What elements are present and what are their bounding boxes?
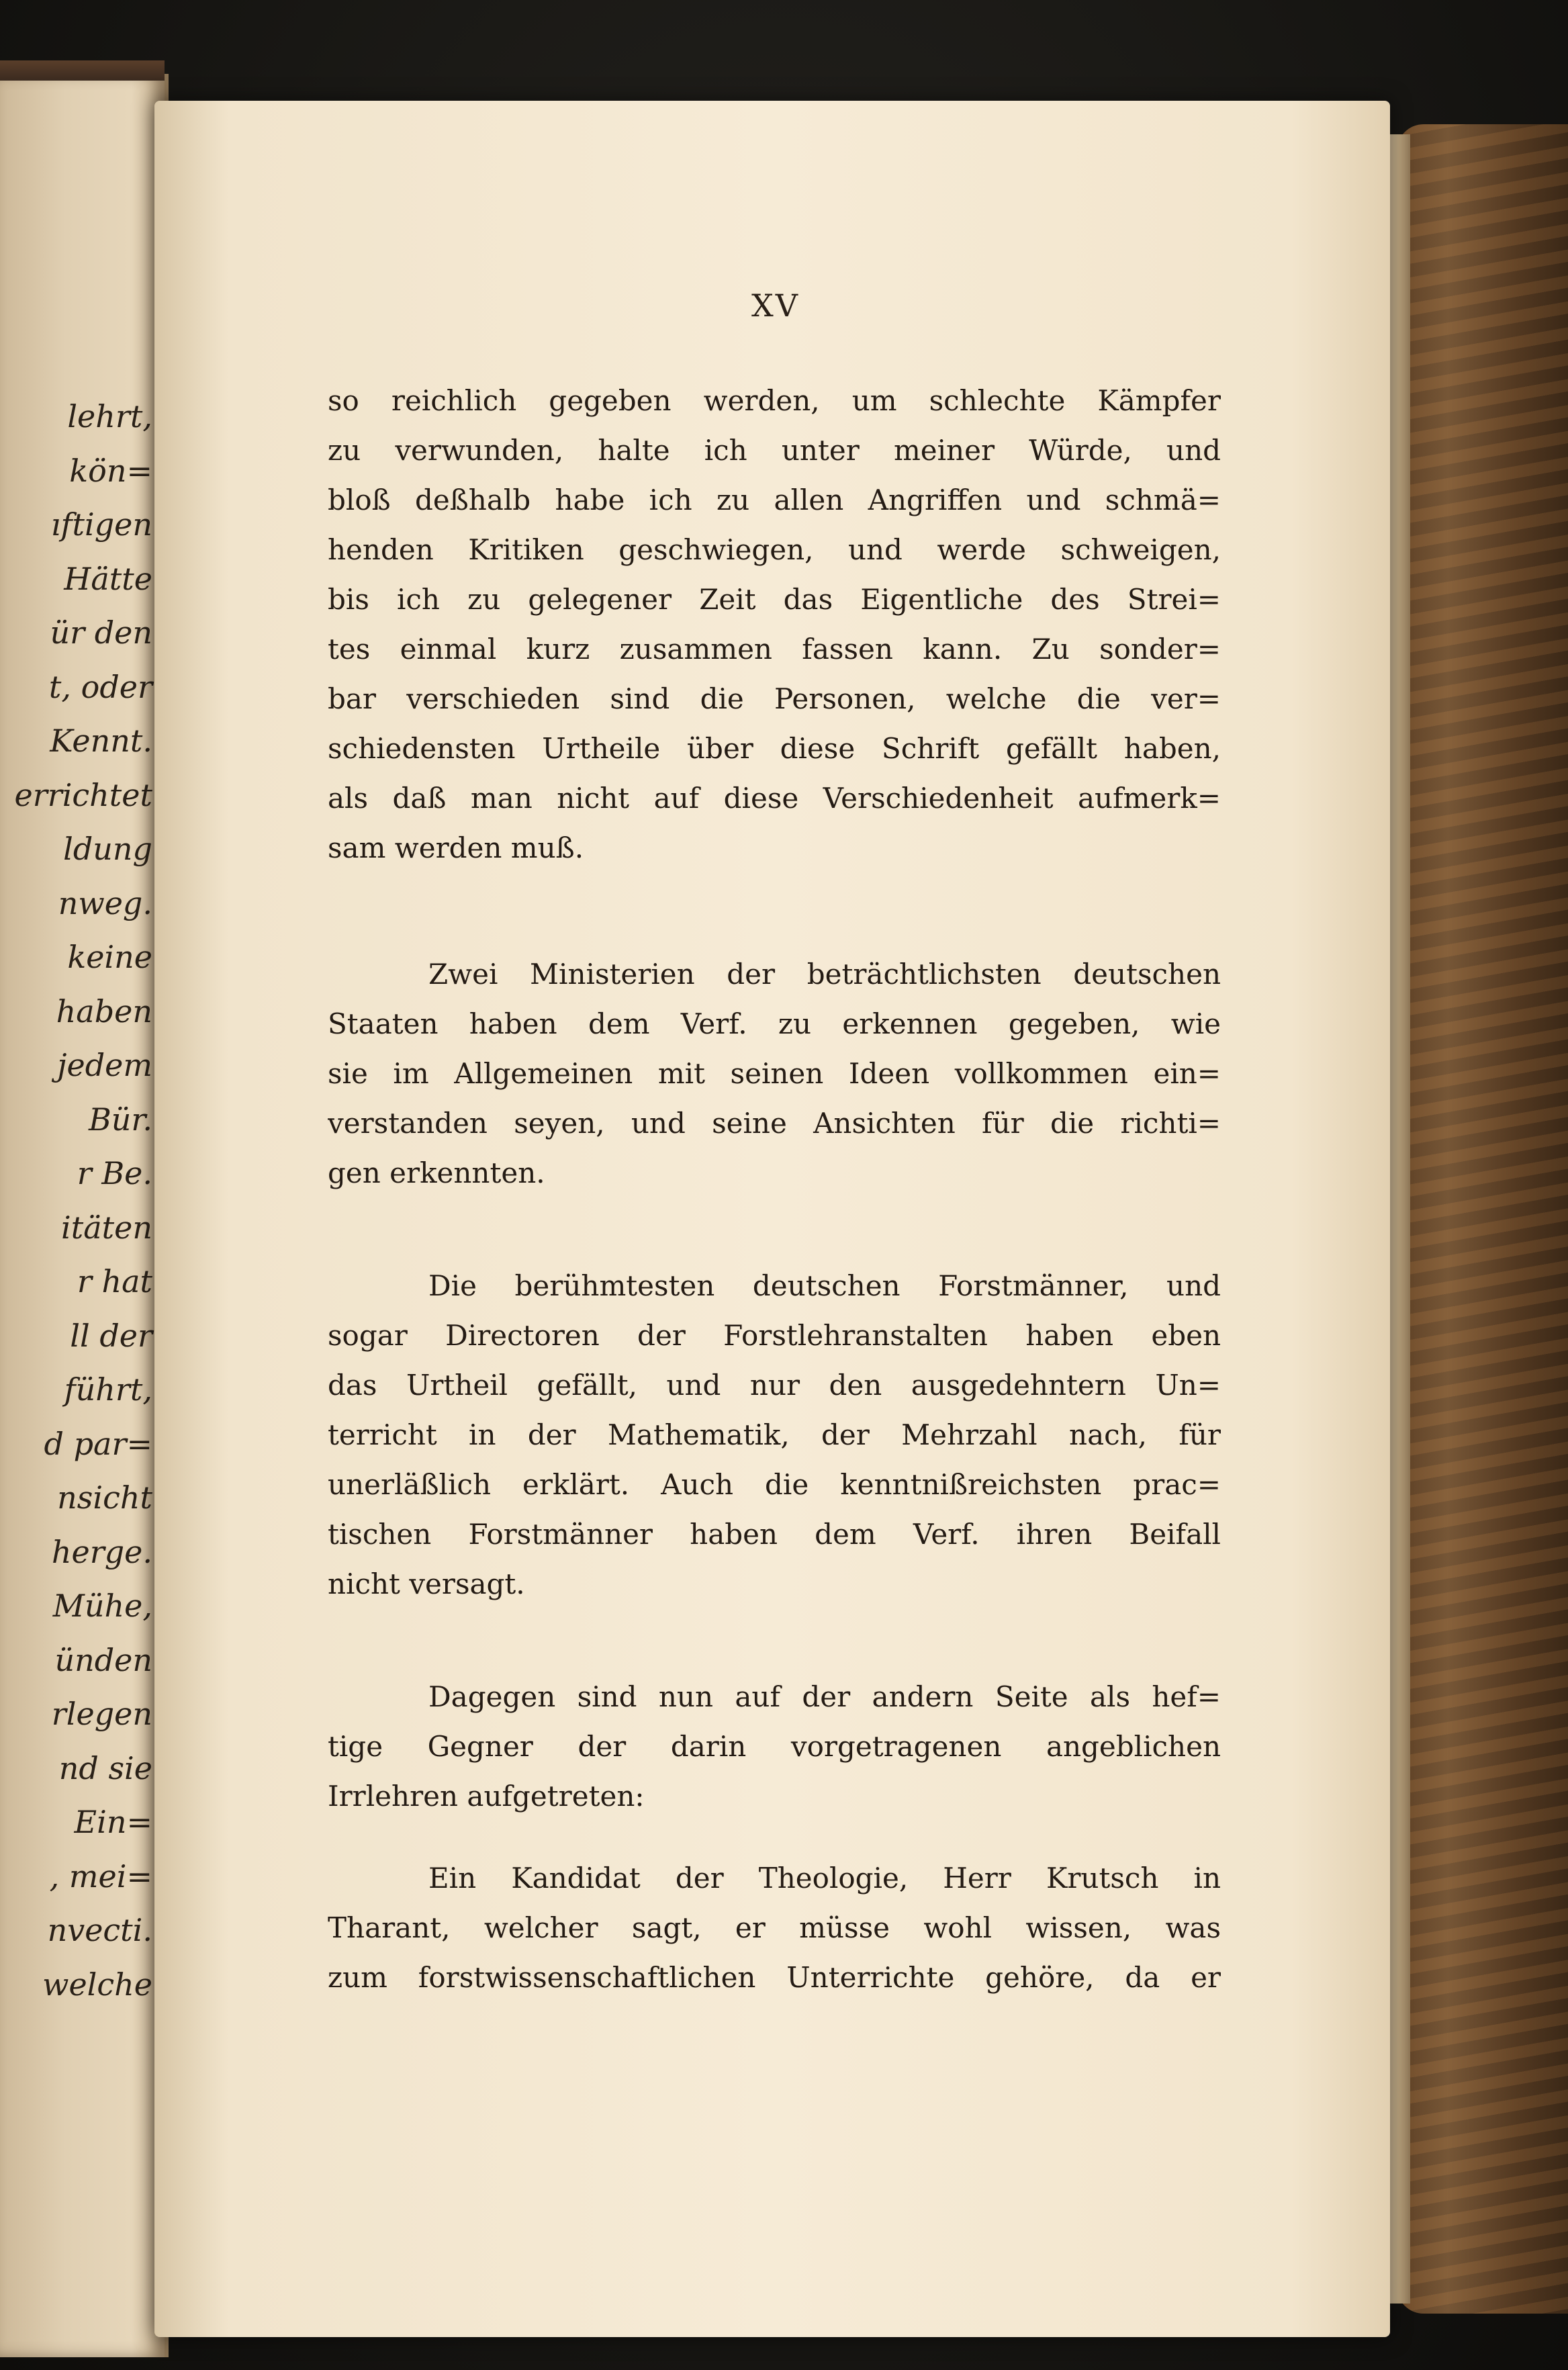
left-fragment: ür den (50, 614, 152, 651)
left-fragment: errichtet (14, 776, 152, 813)
text-line: bar verschieden sind die Personen, welche die ver= (328, 682, 1221, 715)
left-fragment: Kennt. (50, 723, 152, 759)
text-line: Irrlehren aufgetreten: (328, 1780, 645, 1813)
left-fragment: führt, (64, 1371, 152, 1408)
left-fragment: r hat (77, 1263, 152, 1300)
left-page-fragments (5, 390, 152, 2011)
text-line: gen erkennten. (328, 1156, 545, 1189)
left-fragment: , mei= (49, 1858, 152, 1895)
text-line: bis ich zu gelegener Zeit das Eigentliche des Strei= (328, 583, 1221, 616)
left-fragment: rlegen (51, 1696, 152, 1732)
left-fragment: herge. (51, 1533, 152, 1570)
left-fragment: nvecti. (47, 1912, 152, 1948)
left-fragment: d par= (44, 1425, 152, 1462)
text-line: nicht versagt. (328, 1567, 525, 1600)
page-number: XV (751, 287, 800, 324)
left-cover-edge (0, 60, 165, 81)
text-line: terricht in der Mathematik, der Mehrzahl nach, für (328, 1418, 1221, 1451)
text-line: Die berühmtesten deutschen Forstmänner, und (428, 1269, 1221, 1302)
left-fragment: nsicht (57, 1479, 152, 1516)
text-line: das Urtheil gefällt, und nur den ausgedehntern Un= (328, 1369, 1221, 1402)
left-fragment: nweg. (58, 884, 152, 921)
left-fragment: Mühe, (52, 1588, 152, 1624)
text-line: henden Kritiken geschwiegen, und werde schweigen, (328, 533, 1221, 566)
text-line: sie im Allgemeinen mit seinen Ideen vollkommen ein= (328, 1057, 1221, 1090)
text-line: tige Gegner der darin vorgetragenen angeblichen (328, 1730, 1221, 1763)
left-fragment: ünden (54, 1641, 152, 1678)
left-fragment: kön= (69, 452, 152, 489)
left-fragment: welche (42, 1966, 152, 2003)
text-line: Staaten haben dem Verf. zu erkennen gegeben, wie (328, 1007, 1221, 1040)
text-line: tischen Forstmänner haben dem Verf. ihren Beifall (328, 1518, 1221, 1551)
text-line: schiedensten Urtheile über diese Schrift gefällt haben, (328, 732, 1221, 765)
text-line: so reichlich gegeben werden, um schlechte Kämpfer (328, 384, 1221, 417)
left-fragment: Bür. (89, 1101, 152, 1138)
left-fragment: ldung (63, 831, 152, 867)
text-line: zu verwunden, halte ich unter meiner Würde, und (328, 434, 1221, 467)
left-fragment: r Be. (77, 1155, 152, 1191)
text-line: Dagegen sind nun auf der andern Seite als hef= (428, 1680, 1221, 1713)
left-page (0, 74, 169, 2357)
left-fragment: ll der (70, 1317, 152, 1354)
text-line: Tharant, welcher sagt, er müsse wohl wissen, was (328, 1911, 1221, 1944)
text-line: tes einmal kurz zusammen fassen kann. Zu sonder= (328, 633, 1221, 666)
text-line: bloß deßhalb habe ich zu allen Angriffen und schmä= (328, 484, 1221, 516)
left-fragment: t, oder (48, 668, 152, 705)
left-fragment: lehrt, (67, 398, 152, 435)
left-fragment: haben (56, 993, 152, 1030)
text-line: unerläßlich erklärt. Auch die kenntnißreichsten prac= (328, 1468, 1221, 1501)
text-line: Zwei Ministerien der beträchtlichsten deutschen (428, 958, 1221, 991)
text-line: zum forstwissenschaftlichen Unterrichte gehöre, da er (328, 1961, 1221, 1994)
left-fragment: jedem (57, 1047, 152, 1083)
left-fragment: Hätte (64, 560, 152, 597)
text-line: sam werden muß. (328, 831, 584, 864)
left-fragment: ıftigen (50, 506, 152, 543)
left-fragment: nd sie (58, 1749, 152, 1786)
left-fragment: itäten (61, 1209, 152, 1246)
left-fragment: keine (67, 939, 152, 975)
book-binding (1397, 124, 1568, 2314)
text-line: als daß man nicht auf diese Verschiedenheit aufmerk= (328, 782, 1221, 815)
left-fragment: Ein= (74, 1804, 152, 1840)
text-line: sogar Directoren der Forstlehranstalten haben eben (328, 1319, 1221, 1352)
text-line: Ein Kandidat der Theologie, Herr Krutsch in (428, 1862, 1221, 1895)
text-line: verstanden seyen, und seine Ansichten für die richti= (328, 1107, 1221, 1140)
